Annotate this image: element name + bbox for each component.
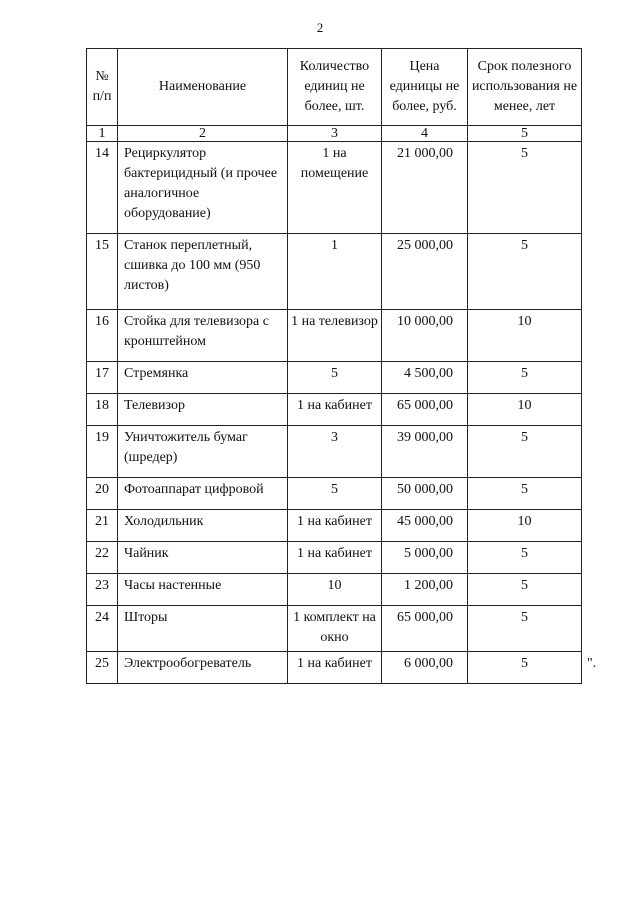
item-service-life: 5 [468, 574, 582, 606]
table-row [87, 234, 582, 310]
item-name: Уничтожитель бумаг (шредер) [118, 426, 288, 478]
column-number: 4 [382, 126, 468, 142]
item-quantity: 1 на кабинет [288, 510, 382, 542]
item-name: Телевизор [118, 394, 288, 426]
header-name: Наименование [118, 49, 288, 126]
item-price: 65 000,00 [382, 606, 468, 652]
item-quantity: 10 [288, 574, 382, 606]
item-price: 39 000,00 [382, 426, 468, 478]
item-quantity: 1 [288, 234, 382, 310]
item-name: Чайник [118, 542, 288, 574]
table-row [87, 426, 582, 478]
table-row [87, 542, 582, 574]
item-name: Шторы [118, 606, 288, 652]
item-price: 5 000,00 [382, 542, 468, 574]
item-price: 4 500,00 [382, 362, 468, 394]
item-service-life: 10 [468, 510, 582, 542]
item-quantity: 1 комплект на окно [288, 606, 382, 652]
table-row [87, 362, 582, 394]
item-service-life: 10 [468, 310, 582, 362]
column-number: 5 [468, 126, 582, 142]
row-number: 18 [87, 394, 118, 426]
item-price: 6 000,00 [382, 652, 468, 684]
table-row [87, 478, 582, 510]
item-price: 1 200,00 [382, 574, 468, 606]
table-row [87, 606, 582, 652]
row-number: 16 [87, 310, 118, 362]
row-number: 14 [87, 142, 118, 234]
item-quantity: 1 на кабинет [288, 542, 382, 574]
item-name: Часы настенные [118, 574, 288, 606]
header-price: Цена единицы не более, руб. [382, 49, 468, 126]
header-life: Срок полезного использования не менее, лет [468, 49, 582, 126]
table-header-row [87, 49, 582, 126]
item-quantity: 1 на кабинет [288, 394, 382, 426]
item-service-life: 5 [468, 234, 582, 310]
item-service-life: 10 [468, 394, 582, 426]
column-number: 1 [87, 126, 118, 142]
item-name: Рециркулятор бактерицидный (и прочее аналогичное оборудование) [118, 142, 288, 234]
row-number: 21 [87, 510, 118, 542]
item-service-life: 5 [468, 362, 582, 394]
item-name: Холодильник [118, 510, 288, 542]
page-number: 2 [316, 20, 324, 35]
table-row [87, 574, 582, 606]
item-service-life: 5 [468, 652, 582, 684]
item-quantity: 5 [288, 362, 382, 394]
item-service-life: 5 [468, 542, 582, 574]
item-price: 10 000,00 [382, 310, 468, 362]
item-quantity: 3 [288, 426, 382, 478]
item-price: 65 000,00 [382, 394, 468, 426]
item-service-life: 5 [468, 142, 582, 234]
header-num: № п/п [87, 49, 118, 126]
table-row [87, 394, 582, 426]
column-number: 2 [118, 126, 288, 142]
item-name: Стремянка [118, 362, 288, 394]
item-name: Станок переплетный, сшивка до 100 мм (950 листов) [118, 234, 288, 310]
row-number: 15 [87, 234, 118, 310]
table-row [87, 652, 582, 684]
item-quantity: 1 на кабинет [288, 652, 382, 684]
row-number: 24 [87, 606, 118, 652]
item-price: 45 000,00 [382, 510, 468, 542]
row-number: 22 [87, 542, 118, 574]
equipment-table [86, 48, 582, 684]
closing-quote: ". [587, 656, 597, 671]
row-number: 17 [87, 362, 118, 394]
row-number: 25 [87, 652, 118, 684]
item-name: Фотоаппарат цифровой [118, 478, 288, 510]
column-number-row [87, 126, 582, 142]
column-number: 3 [288, 126, 382, 142]
row-number: 20 [87, 478, 118, 510]
header-qty: Количество единиц не более, шт. [288, 49, 382, 126]
item-name: Электрообогреватель [118, 652, 288, 684]
table-row [87, 142, 582, 234]
table-row [87, 510, 582, 542]
item-service-life: 5 [468, 606, 582, 652]
table-row [87, 310, 582, 362]
item-quantity: 5 [288, 478, 382, 510]
item-price: 25 000,00 [382, 234, 468, 310]
item-quantity: 1 на телевизор [288, 310, 382, 362]
row-number: 23 [87, 574, 118, 606]
item-quantity: 1 на помещение [288, 142, 382, 234]
item-service-life: 5 [468, 426, 582, 478]
item-price: 21 000,00 [382, 142, 468, 234]
item-name: Стойка для телевизора с кронштейном [118, 310, 288, 362]
item-service-life: 5 [468, 478, 582, 510]
item-price: 50 000,00 [382, 478, 468, 510]
row-number: 19 [87, 426, 118, 478]
